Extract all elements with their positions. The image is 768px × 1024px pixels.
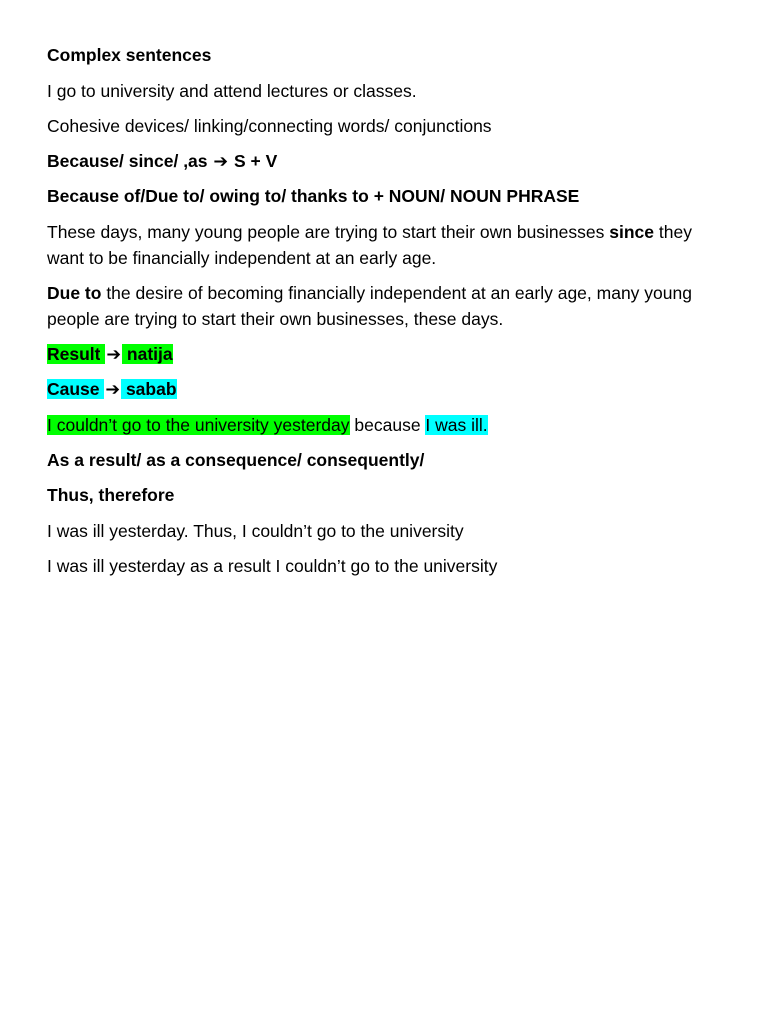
rule-because-of: Because of/Due to/ owing to/ thanks to + NOUN/ NOUN PHRASE	[47, 186, 580, 206]
example-because	[47, 412, 727, 438]
highlighted-cause: I was ill.	[425, 415, 488, 435]
keyword-due-to: Due to	[47, 283, 102, 303]
cause-definition	[47, 376, 727, 402]
example-since-post: they want to be financially independent at an early age.	[47, 222, 692, 268]
example-thus: I was ill yesterday. Thus, I couldn’t go to the university	[47, 521, 464, 541]
keyword-since: since	[609, 222, 654, 242]
cause-label: Cause	[47, 379, 100, 399]
result-value: natija	[126, 344, 173, 364]
example-as-a-result: I was ill yesterday as a result I couldn’t go to the university	[47, 556, 498, 576]
example-due-to	[47, 280, 727, 332]
result-definition	[47, 341, 727, 367]
rule-thus-therefore: Thus, therefore	[47, 485, 175, 505]
highlighted-result: I couldn’t go to the university yesterday	[47, 415, 350, 435]
arrow-right-icon: ➔	[213, 151, 229, 171]
rule-tail: S + V	[233, 151, 278, 171]
rule-lead: Because/ since/ ,as	[47, 151, 208, 171]
example-due-to-post: the desire of becoming financially independent at an early age, many young people are trying to start their own businesses, these days.	[47, 283, 692, 329]
sentence-line-2: Cohesive devices/ linking/connecting words/ conjunctions	[47, 116, 492, 136]
arrow-right-icon: ➔	[105, 379, 121, 399]
sentence-line-1: I go to university and attend lectures or classes.	[47, 81, 417, 101]
document-title: Complex sentences	[47, 45, 212, 65]
result-label: Result	[47, 344, 101, 364]
example-since	[47, 219, 727, 271]
arrow-right-icon: ➔	[106, 344, 122, 364]
example-since-pre: These days, many young people are trying to start their own businesses	[47, 222, 610, 242]
rule-because-since-as	[47, 148, 727, 174]
cause-value: sabab	[125, 379, 177, 399]
connector-because: because	[349, 415, 426, 435]
rule-as-a-result: As a result/ as a consequence/ consequently/	[47, 450, 425, 470]
